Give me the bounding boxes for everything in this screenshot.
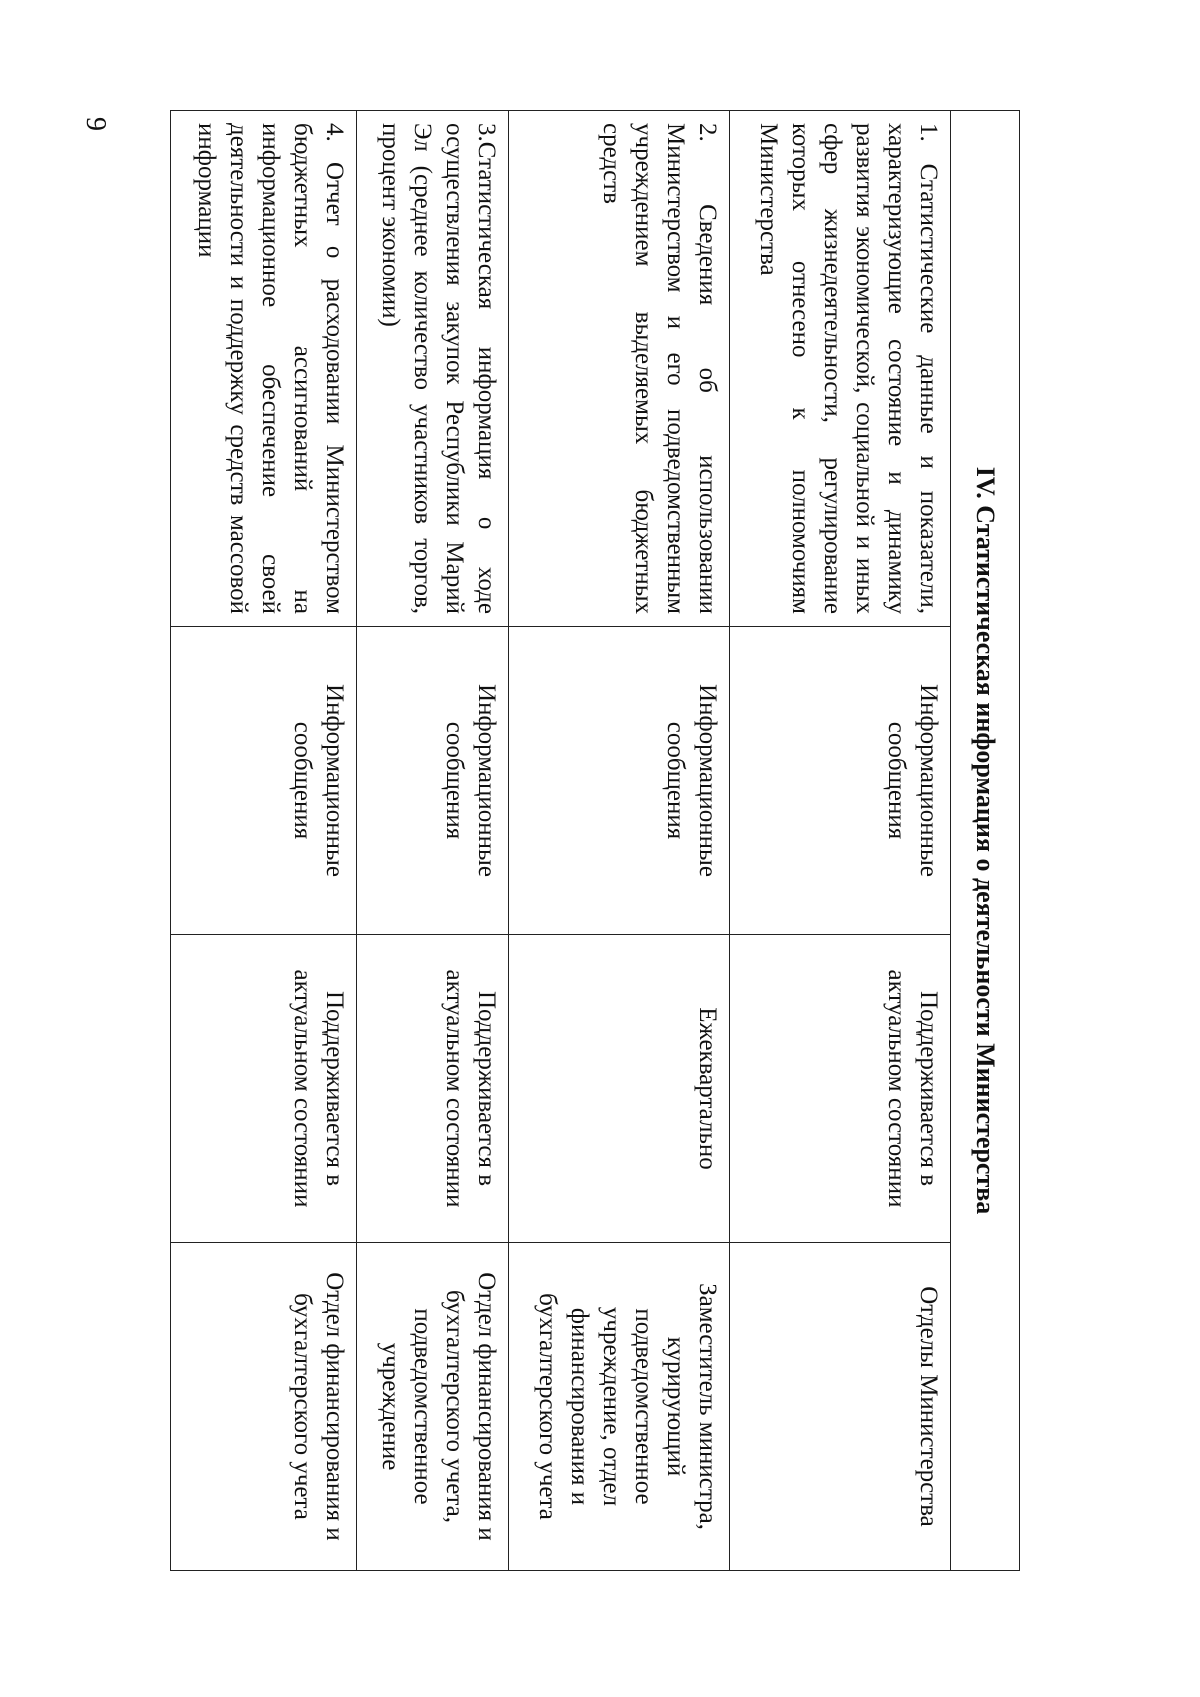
table-row	[357, 111, 509, 1571]
row-frequency: Ежеквартально	[509, 935, 730, 1243]
section-title: IV. Статистическая информация о деятельности Министерства	[951, 111, 1020, 1571]
table-row	[730, 111, 951, 1571]
row-responsible: Отдел финансирования и бухгалтерского учета, подведомственное учреждение	[357, 1243, 509, 1571]
row-description: 4. Отчет о расходовании Министерством бюджетных ассигнований на информационное обеспечение своей деятельности и поддержку средств массовой информации	[171, 111, 357, 627]
page-number: 9	[80, 117, 111, 131]
table-row	[171, 111, 357, 1571]
row-responsible: Заместитель министра, курирующий подведомственное учреждение, отдел финансирования и бухгалтерского учета	[509, 1243, 730, 1571]
row-responsible: Отдел финансирования и бухгалтерского учета	[171, 1243, 357, 1571]
row-description: 2. Сведения об использовании Министерством и его подведомственным учреждением выделяемых бюджетных средств	[509, 111, 730, 627]
section-header-row	[951, 111, 1020, 1571]
row-responsible: Отделы Министерства	[730, 1243, 951, 1571]
row-frequency: Поддерживается в актуальном состоянии	[171, 935, 357, 1243]
row-form: Информационные сообщения	[509, 627, 730, 935]
row-form: Информационные сообщения	[357, 627, 509, 935]
table-row	[509, 111, 730, 1571]
row-description: 3.Статистическая информация о ходе осуществления закупок Республики Марий Эл (среднее количество участников торгов, процент экономии)	[357, 111, 509, 627]
row-description: 1. Статистические данные и показатели, характеризующие состояние и динамику развития экономической, социальной и иных сфер жизнедеятельности, регулирование которых отнесено к полномочиям Министерства	[730, 111, 951, 627]
statistics-table	[170, 110, 1020, 1571]
row-frequency: Поддерживается в актуальном состоянии	[730, 935, 951, 1243]
row-form: Информационные сообщения	[730, 627, 951, 935]
row-form: Информационные сообщения	[171, 627, 357, 935]
rotated-page-content	[170, 110, 1020, 1570]
row-frequency: Поддерживается в актуальном состоянии	[357, 935, 509, 1243]
